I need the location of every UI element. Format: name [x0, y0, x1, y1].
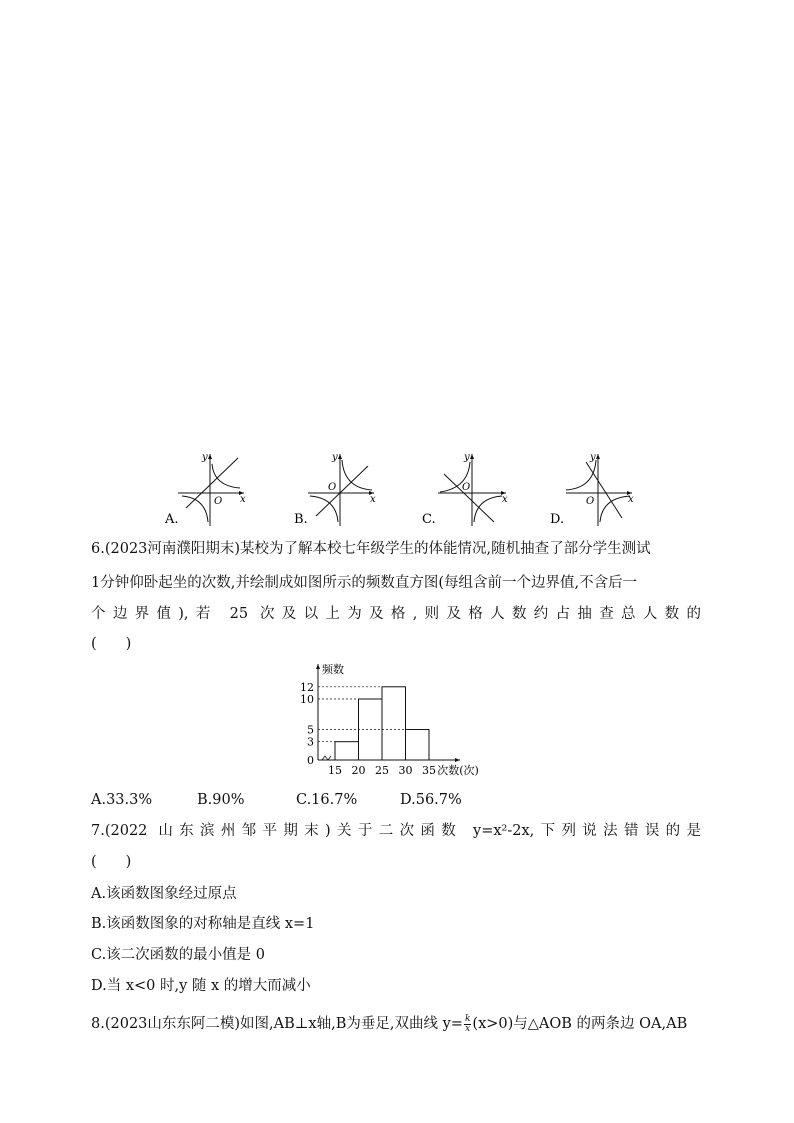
y-axis-label: 频数 — [322, 663, 344, 676]
q7-option-a[interactable]: A.该函数图象经过原点 — [91, 886, 237, 902]
q8-text-before: 8.(2023山东东阿二模)如图,AB⊥x轴,B为垂足,双曲线 y= — [91, 1016, 463, 1032]
q6-option-d[interactable]: D.56.7% — [400, 792, 462, 808]
graph-d-label: D. — [550, 512, 565, 527]
y-tick-0: 0 — [307, 754, 314, 767]
histogram-bar-3 — [406, 730, 430, 761]
y-tick-3: 10 — [300, 693, 314, 706]
q8-frac-den: x — [465, 1023, 471, 1034]
graph-c-x-label: x — [502, 494, 508, 505]
q7-bracket: ( ) — [91, 854, 132, 870]
q7-option-c[interactable]: C.该二次函数的最小值是 0 — [91, 947, 266, 963]
x-tick-3: 30 — [398, 764, 413, 777]
graph-d-y-label: y — [590, 452, 596, 463]
q7-option-d[interactable]: D.当 x<0 时,y 随 x 的增大而减小 — [91, 978, 311, 994]
graph-b-origin: O — [328, 482, 337, 493]
graph-a-y-label: y — [202, 452, 208, 463]
q8-fraction — [464, 1015, 471, 1034]
histogram-chart — [290, 660, 510, 780]
graph-option-c — [422, 448, 517, 528]
graph-c-origin: O — [462, 482, 471, 493]
graph-option-a — [160, 448, 255, 528]
q6-line-3: 个边界值),若 25 次及以上为及格,则及格人数约占抽查总人数的 — [91, 606, 701, 622]
q6-option-a[interactable]: A.33.3% — [91, 792, 153, 808]
graph-b-x-label: x — [370, 494, 376, 505]
q6-bracket: ( ) — [91, 636, 132, 652]
graph-a-label: A. — [165, 512, 179, 527]
histogram-bar-2 — [382, 687, 406, 760]
graph-options — [160, 448, 650, 528]
q6-line-2: 1分钟仰卧起坐的次数,并绘制成如图所示的频数直方图(每组含前一个边界值,不含后一 — [91, 575, 638, 591]
q8-frac-num: k — [464, 1013, 471, 1024]
histogram-bar-0 — [335, 742, 359, 760]
graph-a-x-label: x — [240, 494, 246, 505]
x-tick-1: 20 — [351, 764, 366, 777]
q6-options — [91, 790, 462, 810]
y-tick-4: 12 — [300, 680, 314, 694]
graph-d-origin: O — [586, 496, 595, 507]
x-axis-arrow — [455, 758, 460, 762]
y-axis-arrow — [316, 664, 320, 669]
graph-c-label: C. — [422, 512, 436, 527]
y-tick-2: 5 — [307, 723, 314, 737]
graph-a-origin: O — [214, 496, 223, 507]
q6-option-c[interactable]: C.16.7% — [296, 792, 358, 808]
q7-line-1: 7.(2022 山东滨州邹平期末)关于二次函数 y=x²-2x,下列说法错误的是 — [91, 823, 701, 839]
q6-line-1: 6.(2023河南濮阳期末)某校为了解本校七年级学生的体能情况,随机抽查了部分学生测试 — [91, 541, 651, 557]
x-tick-2: 25 — [375, 764, 389, 777]
graph-b-y-label: y — [332, 452, 338, 463]
graph-d-x-label: x — [628, 494, 634, 505]
x-tick-4: 35 — [422, 764, 436, 777]
y-tick-1: 3 — [307, 735, 314, 749]
x-tick-0: 15 — [328, 764, 342, 777]
x-axis-label: 次数(次) — [437, 764, 479, 777]
q8-line-1 — [91, 1014, 687, 1034]
q8-text-after: (x>0)与△AOB 的两条边 OA,AB — [472, 1016, 688, 1032]
graph-b-label: B. — [294, 512, 308, 527]
graph-option-d — [550, 448, 650, 528]
graph-option-b — [290, 448, 385, 528]
q6-option-b[interactable]: B.90% — [197, 792, 245, 808]
q7-option-b[interactable]: B.该函数图象的对称轴是直线 x=1 — [91, 916, 315, 932]
axis-break-mark — [322, 756, 331, 760]
graph-c-y-label: y — [464, 452, 470, 463]
